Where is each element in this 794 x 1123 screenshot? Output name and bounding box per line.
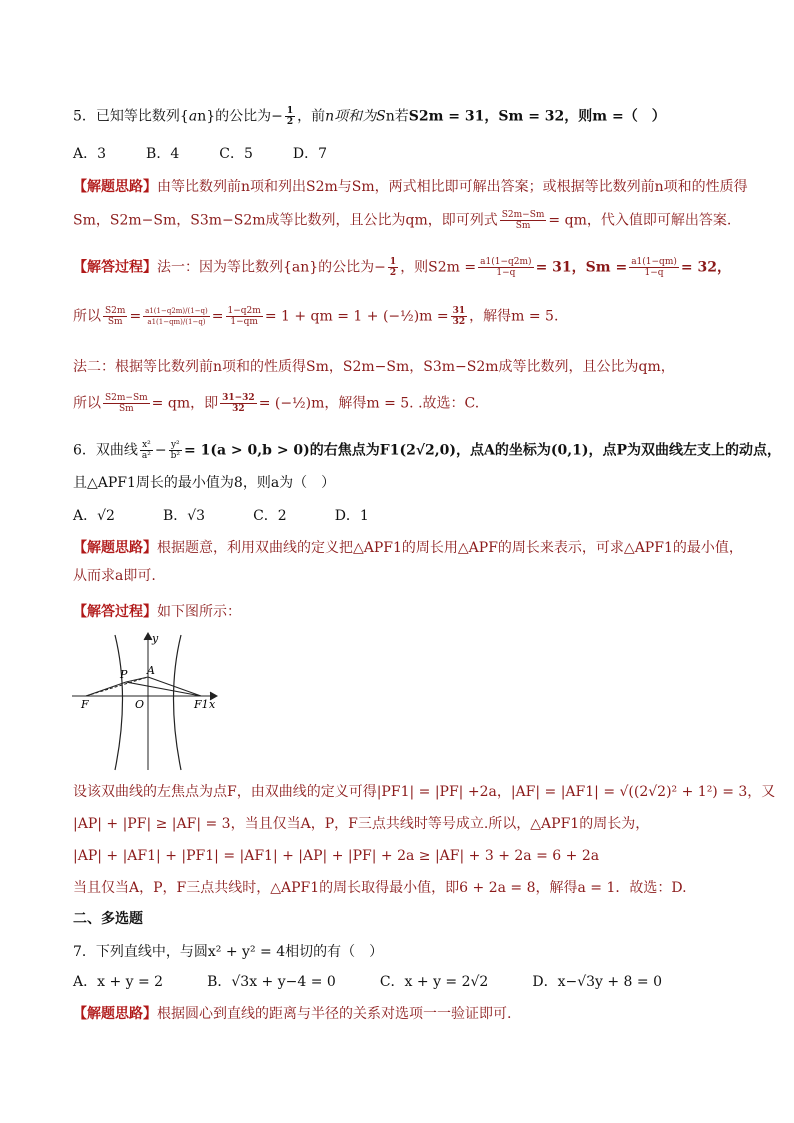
q5-proc-2: 所以 $\frac{S2m}{Sm}$ = $\frac{a1(1-q2m)/(1-q)}{a1(1-qm)/(1-q)}$ = $\frac{1-q2m}{1-qm}$ = 1 + qm = 1 + (−½)m = $\frac{31}{32}$ ，解得m = 5. <box>73 306 559 327</box>
section-title: 二、多选题 <box>73 911 143 927</box>
q5-stem: 5．已知等比数列{an}的公比为− $\frac{1}{2}$ ，前n项和为Sn若S2m = 31，Sm = 32，则m =（ ） <box>73 106 666 127</box>
label-O: O <box>135 698 145 711</box>
q6-options: A．√2 B．√3 C．2 D．1 <box>73 508 369 524</box>
label-F: F <box>81 698 89 711</box>
segment-P-F1 <box>126 682 201 696</box>
q6-idea-1: 【解题思路】根据题意，利用双曲线的定义把△APF1的周长用△APF的周长来表示，可求△APF1的最小值， <box>73 540 743 556</box>
q6-sol-1: 设该双曲线的左焦点为点F，由双曲线的定义可得|PF1| = |PF| +2a，|AF| = |AF1| = √((2√2)² + 1²) = 3，又 <box>73 784 776 800</box>
q5-proc-1: 【解答过程】法一：因为等比数列{an}的公比为− $\frac{1}{2}$ ，则S2m = $\frac{a1(1-q2m)}{1-q}$ = 31，Sm = $\frac{a1(1-qm)}{1-q}$ = 32， <box>73 257 731 278</box>
label-x: x <box>209 698 216 711</box>
q6-sol-2: |AP| + |PF| ≥ |AF| = 3，当且仅当A，P，F三点共线时等号成立.所以，△APF1的周长为， <box>73 816 650 832</box>
q5-proc-4: 所以 $\frac{S2m-Sm}{Sm}$ = qm，即 $\frac{31-32}{32}$ = (−½)m，解得m = 5. .故选：C. <box>73 393 480 414</box>
label-F1: F1 <box>194 698 209 711</box>
q6-proc-1: 【解答过程】如下图所示： <box>73 604 241 620</box>
q7-stem: 7．下列直线中，与圆x² + y² = 4相切的有（ ） <box>73 944 384 960</box>
label-y: y <box>152 632 159 645</box>
q6-stem-2: 且△APF1周长的最小值为8，则a为（ ） <box>73 475 336 491</box>
right-branch <box>174 635 182 770</box>
q6-sol-3: |AP| + |AF1| + |PF1| = |AF1| + |AP| + |PF| + 2a ≥ |AF| + 3 + 2a = 6 + 2a <box>73 848 600 864</box>
y-axis <box>144 633 152 770</box>
q6-idea-2: 从而求a即可. <box>73 568 156 584</box>
q6-stem-1: 6．双曲线 $\frac{\text{x²}}{\text{a²}}$ − $\frac{\text{y²}}{\text{b²}}$ = 1(a > 0,b > 0)的右焦点为F1(2√2,0)，点A的坐标为(0,1)，点P为双曲线左支上的动点， <box>73 440 782 461</box>
hyperbola-figure <box>68 630 228 775</box>
q5-options: A．3 B．4 C．5 D．7 <box>73 146 327 162</box>
q5-proc-3: 法二：根据等比数列前n项和的性质得Sm，S2m−Sm，S3m−S2m成等比数列，且公比为qm， <box>73 359 675 375</box>
label-P: P <box>120 668 128 681</box>
q6-sol-4: 当且仅当A，P，F三点共线时，△APF1的周长取得最小值，即6 + 2a = 8，解得a = 1．故选：D. <box>73 880 687 896</box>
q5-idea-1: 【解题思路】由等比数列前n项和列出S2m与Sm，两式相比即可解出答案；或根据等比数列前n项和的性质得 <box>73 179 748 195</box>
left-branch <box>115 635 123 770</box>
q7-idea: 【解题思路】根据圆心到直线的距离与半径的关系对选项一一验证即可. <box>73 1006 512 1022</box>
label-A: A <box>147 664 155 677</box>
q7-options: A．x + y = 2 B．√3x + y−4 = 0 C．x + y = 2√2 D．x−√3y + 8 = 0 <box>73 974 663 990</box>
q5-idea-2: Sm，S2m−Sm，S3m−S2m成等比数列，且公比为qm，即可列式 $\frac{S2m-Sm}{Sm}$ = qm，代入值即可解出答案. <box>73 210 732 231</box>
